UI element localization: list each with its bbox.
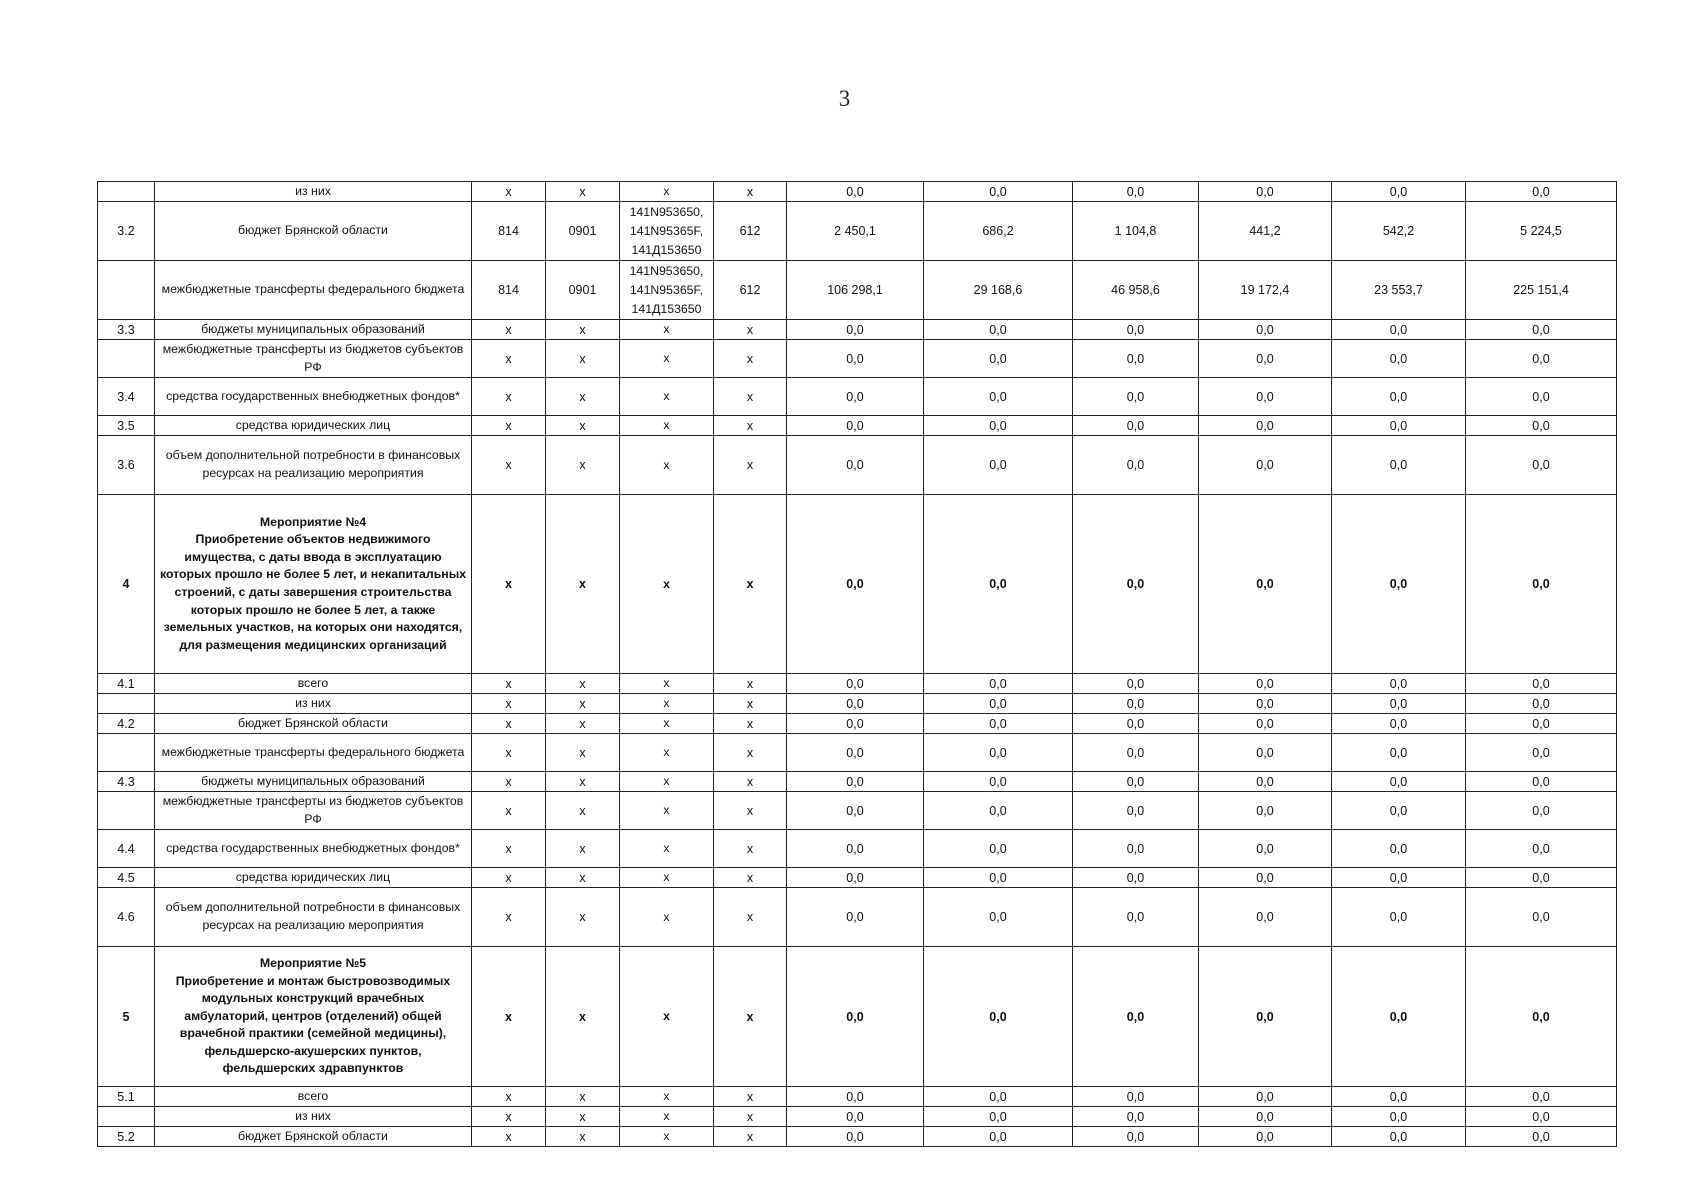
value-cell: 29 168,6 — [924, 261, 1073, 320]
row-name: средства государственных внебюджетных фондов* — [155, 378, 472, 416]
row-name: бюджет Брянской области — [155, 714, 472, 734]
value-cell: 0,0 — [787, 340, 924, 378]
table-row — [98, 792, 1617, 830]
expense-type-code: x — [714, 320, 787, 340]
target-code: x — [620, 1087, 714, 1107]
value-cell: 0,0 — [1073, 1087, 1199, 1107]
table-row — [98, 320, 1617, 340]
target-code: x — [620, 888, 714, 947]
value-cell: 0,0 — [1199, 495, 1332, 674]
target-code: x — [620, 734, 714, 772]
expense-type-code: x — [714, 772, 787, 792]
value-cell: 0,0 — [1466, 734, 1617, 772]
admin-code: x — [472, 182, 546, 202]
value-cell: 542,2 — [1332, 202, 1466, 261]
value-cell: 0,0 — [1073, 495, 1199, 674]
value-cell: 0,0 — [924, 416, 1073, 436]
value-cell: 0,0 — [1466, 378, 1617, 416]
expense-type-code: x — [714, 674, 787, 694]
row-number: 5.2 — [98, 1127, 155, 1147]
row-name: из них — [155, 1107, 472, 1127]
value-cell: 0,0 — [1466, 495, 1617, 674]
value-cell: 0,0 — [924, 694, 1073, 714]
expense-type-code: x — [714, 1107, 787, 1127]
admin-code: x — [472, 694, 546, 714]
section-code: x — [546, 416, 620, 436]
table-row — [98, 261, 1617, 320]
value-cell: 0,0 — [787, 416, 924, 436]
expense-type-code: 612 — [714, 261, 787, 320]
table-row — [98, 888, 1617, 947]
value-cell: 0,0 — [924, 182, 1073, 202]
value-cell: 0,0 — [1073, 436, 1199, 495]
target-code: x — [620, 694, 714, 714]
row-name: из них — [155, 182, 472, 202]
section-code: x — [546, 792, 620, 830]
row-name: объем дополнительной потребности в финансовых ресурсах на реализацию мероприятия — [155, 888, 472, 947]
value-cell: 0,0 — [1466, 1127, 1617, 1147]
row-name: из них — [155, 694, 472, 714]
target-code: x — [620, 947, 714, 1087]
target-code: x — [620, 495, 714, 674]
target-code: x — [620, 320, 714, 340]
row-name: средства юридических лиц — [155, 868, 472, 888]
value-cell: 0,0 — [1332, 495, 1466, 674]
value-cell: 0,0 — [1199, 340, 1332, 378]
value-cell: 0,0 — [1332, 182, 1466, 202]
value-cell: 0,0 — [1073, 694, 1199, 714]
row-number: 3.3 — [98, 320, 155, 340]
expense-type-code: x — [714, 1127, 787, 1147]
value-cell: 0,0 — [924, 1127, 1073, 1147]
row-name: бюджеты муниципальных образований — [155, 772, 472, 792]
expense-type-code: x — [714, 182, 787, 202]
table-row — [98, 674, 1617, 694]
expense-type-code: x — [714, 340, 787, 378]
value-cell: 0,0 — [1332, 674, 1466, 694]
value-cell: 0,0 — [1466, 772, 1617, 792]
value-cell: 0,0 — [924, 340, 1073, 378]
value-cell: 0,0 — [1332, 734, 1466, 772]
value-cell: 0,0 — [1332, 888, 1466, 947]
value-cell: 0,0 — [924, 830, 1073, 868]
value-cell: 0,0 — [1199, 734, 1332, 772]
value-cell: 0,0 — [1466, 674, 1617, 694]
target-code: x — [620, 436, 714, 495]
target-code: x — [620, 868, 714, 888]
value-cell: 0,0 — [924, 888, 1073, 947]
value-cell: 0,0 — [1199, 868, 1332, 888]
target-code: x — [620, 378, 714, 416]
row-number — [98, 694, 155, 714]
admin-code: 814 — [472, 261, 546, 320]
value-cell: 0,0 — [924, 1107, 1073, 1127]
row-number: 4.1 — [98, 674, 155, 694]
admin-code: x — [472, 830, 546, 868]
value-cell: 0,0 — [1466, 830, 1617, 868]
table-row — [98, 1087, 1617, 1107]
table-row — [98, 830, 1617, 868]
value-cell: 0,0 — [1073, 888, 1199, 947]
admin-code: x — [472, 947, 546, 1087]
expense-type-code: x — [714, 436, 787, 495]
expense-type-code: x — [714, 495, 787, 674]
section-code: x — [546, 436, 620, 495]
row-number: 4.3 — [98, 772, 155, 792]
value-cell: 0,0 — [1199, 792, 1332, 830]
value-cell: 0,0 — [1073, 772, 1199, 792]
section-code: x — [546, 1127, 620, 1147]
value-cell: 0,0 — [1332, 868, 1466, 888]
section-code: x — [546, 340, 620, 378]
value-cell: 0,0 — [1073, 416, 1199, 436]
value-cell: 0,0 — [924, 378, 1073, 416]
row-number — [98, 734, 155, 772]
value-cell: 0,0 — [1332, 320, 1466, 340]
value-cell: 0,0 — [924, 495, 1073, 674]
target-code: x — [620, 674, 714, 694]
value-cell: 0,0 — [787, 182, 924, 202]
value-cell: 0,0 — [787, 495, 924, 674]
section-code: x — [546, 868, 620, 888]
section-code: x — [546, 772, 620, 792]
target-code: x — [620, 340, 714, 378]
row-name: средства государственных внебюджетных фондов* — [155, 830, 472, 868]
admin-code: x — [472, 340, 546, 378]
value-cell: 0,0 — [787, 694, 924, 714]
row-number — [98, 1107, 155, 1127]
value-cell: 0,0 — [1073, 830, 1199, 868]
value-cell: 0,0 — [1073, 792, 1199, 830]
target-code: x — [620, 416, 714, 436]
section-code: x — [546, 674, 620, 694]
target-code: 141N953650, 141N95365F, 141Д153650 — [620, 202, 714, 261]
row-name: бюджет Брянской области — [155, 1127, 472, 1147]
value-cell: 19 172,4 — [1199, 261, 1332, 320]
expense-type-code: x — [714, 416, 787, 436]
value-cell: 0,0 — [1199, 436, 1332, 495]
value-cell: 0,0 — [1466, 182, 1617, 202]
value-cell: 0,0 — [1332, 772, 1466, 792]
value-cell: 0,0 — [924, 868, 1073, 888]
target-code: x — [620, 792, 714, 830]
admin-code: x — [472, 320, 546, 340]
value-cell: 0,0 — [787, 830, 924, 868]
value-cell: 0,0 — [924, 734, 1073, 772]
value-cell: 0,0 — [1073, 734, 1199, 772]
value-cell: 0,0 — [924, 772, 1073, 792]
section-code: x — [546, 378, 620, 416]
row-number: 4.5 — [98, 868, 155, 888]
value-cell: 0,0 — [1199, 378, 1332, 416]
value-cell: 0,0 — [1073, 868, 1199, 888]
section-code: x — [546, 734, 620, 772]
row-number: 3.2 — [98, 202, 155, 261]
value-cell: 0,0 — [787, 436, 924, 495]
expense-type-code: x — [714, 888, 787, 947]
value-cell: 0,0 — [1466, 1107, 1617, 1127]
value-cell: 0,0 — [1332, 436, 1466, 495]
expense-type-code: x — [714, 868, 787, 888]
table-row — [98, 1107, 1617, 1127]
value-cell: 0,0 — [1073, 674, 1199, 694]
section-code: x — [546, 888, 620, 947]
row-name: средства юридических лиц — [155, 416, 472, 436]
admin-code: 814 — [472, 202, 546, 261]
admin-code: x — [472, 734, 546, 772]
admin-code: x — [472, 436, 546, 495]
value-cell: 0,0 — [924, 792, 1073, 830]
expense-type-code: x — [714, 792, 787, 830]
section-code: 0901 — [546, 261, 620, 320]
value-cell: 0,0 — [1466, 947, 1617, 1087]
expense-type-code: x — [714, 947, 787, 1087]
value-cell: 0,0 — [787, 1127, 924, 1147]
value-cell: 0,0 — [1073, 182, 1199, 202]
row-name: межбюджетные трансферты из бюджетов субъектов РФ — [155, 792, 472, 830]
target-code: x — [620, 1107, 714, 1127]
budget-table — [97, 181, 1617, 1147]
expense-type-code: x — [714, 734, 787, 772]
row-number — [98, 792, 155, 830]
value-cell: 0,0 — [1199, 694, 1332, 714]
row-name: межбюджетные трансферты из бюджетов субъектов РФ — [155, 340, 472, 378]
row-name: бюджеты муниципальных образований — [155, 320, 472, 340]
expense-type-code: x — [714, 694, 787, 714]
value-cell: 0,0 — [1199, 674, 1332, 694]
value-cell: 0,0 — [1466, 694, 1617, 714]
row-name: всего — [155, 1087, 472, 1107]
value-cell: 441,2 — [1199, 202, 1332, 261]
value-cell: 0,0 — [924, 674, 1073, 694]
value-cell: 0,0 — [1199, 1087, 1332, 1107]
section-code: x — [546, 947, 620, 1087]
admin-code: x — [472, 888, 546, 947]
value-cell: 0,0 — [1466, 436, 1617, 495]
table-row — [98, 182, 1617, 202]
value-cell: 0,0 — [787, 868, 924, 888]
value-cell: 0,0 — [787, 792, 924, 830]
table-row — [98, 714, 1617, 734]
row-number: 5.1 — [98, 1087, 155, 1107]
admin-code: x — [472, 868, 546, 888]
row-number — [98, 340, 155, 378]
section-code: x — [546, 320, 620, 340]
admin-code: x — [472, 714, 546, 734]
table-row — [98, 202, 1617, 261]
value-cell: 0,0 — [1466, 714, 1617, 734]
table-row — [98, 772, 1617, 792]
admin-code: x — [472, 495, 546, 674]
value-cell: 0,0 — [787, 320, 924, 340]
row-number: 3.5 — [98, 416, 155, 436]
row-number: 3.6 — [98, 436, 155, 495]
value-cell: 0,0 — [1332, 694, 1466, 714]
row-number: 4.4 — [98, 830, 155, 868]
value-cell: 0,0 — [1073, 1127, 1199, 1147]
admin-code: x — [472, 792, 546, 830]
target-code: x — [620, 830, 714, 868]
value-cell: 0,0 — [1073, 947, 1199, 1087]
value-cell: 0,0 — [1073, 378, 1199, 416]
value-cell: 5 224,5 — [1466, 202, 1617, 261]
value-cell: 1 104,8 — [1073, 202, 1199, 261]
value-cell: 0,0 — [924, 947, 1073, 1087]
value-cell: 0,0 — [1199, 888, 1332, 947]
expense-type-code: 612 — [714, 202, 787, 261]
value-cell: 0,0 — [1073, 1107, 1199, 1127]
admin-code: x — [472, 416, 546, 436]
section-code: x — [546, 1087, 620, 1107]
value-cell: 0,0 — [1332, 1087, 1466, 1107]
row-number: 4.6 — [98, 888, 155, 947]
admin-code: x — [472, 378, 546, 416]
table-row — [98, 378, 1617, 416]
value-cell: 0,0 — [1466, 1087, 1617, 1107]
row-number: 4 — [98, 495, 155, 674]
value-cell: 0,0 — [1466, 320, 1617, 340]
row-number: 5 — [98, 947, 155, 1087]
row-name: всего — [155, 674, 472, 694]
value-cell: 0,0 — [1466, 888, 1617, 947]
section-code: x — [546, 830, 620, 868]
page-number: 3 — [838, 86, 851, 111]
value-cell: 0,0 — [1199, 1107, 1332, 1127]
table-body — [98, 182, 1617, 1147]
value-cell: 0,0 — [1199, 947, 1332, 1087]
table-row — [98, 436, 1617, 495]
value-cell: 0,0 — [1332, 378, 1466, 416]
expense-type-code: x — [714, 378, 787, 416]
value-cell: 0,0 — [787, 888, 924, 947]
value-cell: 0,0 — [787, 714, 924, 734]
table-row — [98, 416, 1617, 436]
target-code: x — [620, 772, 714, 792]
value-cell: 0,0 — [1332, 792, 1466, 830]
section-code: x — [546, 495, 620, 674]
value-cell: 0,0 — [1199, 714, 1332, 734]
target-code: x — [620, 714, 714, 734]
value-cell: 0,0 — [1466, 792, 1617, 830]
expense-type-code: x — [714, 714, 787, 734]
target-code: x — [620, 1127, 714, 1147]
section-code: 0901 — [546, 202, 620, 261]
section-code: x — [546, 1107, 620, 1127]
expense-type-code: x — [714, 830, 787, 868]
value-cell: 225 151,4 — [1466, 261, 1617, 320]
table-row — [98, 495, 1617, 674]
value-cell: 0,0 — [1466, 868, 1617, 888]
value-cell: 0,0 — [1332, 714, 1466, 734]
value-cell: 0,0 — [924, 320, 1073, 340]
admin-code: x — [472, 1087, 546, 1107]
value-cell: 0,0 — [1332, 340, 1466, 378]
admin-code: x — [472, 1107, 546, 1127]
value-cell: 0,0 — [787, 1087, 924, 1107]
value-cell: 0,0 — [924, 436, 1073, 495]
value-cell: 0,0 — [787, 378, 924, 416]
section-code: x — [546, 694, 620, 714]
row-name: Мероприятие №4 Приобретение объектов недвижимого имущества, с даты ввода в эксплуатацию которых прошло не более 5 лет, и некапитальных строений, с даты завершения строительства которых прошло не более 5 лет, а также земельных участков, на которых они находятся, для размещения медицинских организаций — [155, 495, 472, 674]
value-cell: 0,0 — [1332, 1127, 1466, 1147]
value-cell: 0,0 — [1199, 772, 1332, 792]
value-cell: 0,0 — [1073, 320, 1199, 340]
row-name: межбюджетные трансферты федерального бюджета — [155, 734, 472, 772]
table-row — [98, 947, 1617, 1087]
section-code: x — [546, 182, 620, 202]
table-row — [98, 868, 1617, 888]
value-cell: 0,0 — [1332, 1107, 1466, 1127]
value-cell: 0,0 — [1332, 947, 1466, 1087]
value-cell: 23 553,7 — [1332, 261, 1466, 320]
section-code: x — [546, 714, 620, 734]
value-cell: 0,0 — [1199, 182, 1332, 202]
value-cell: 0,0 — [787, 1107, 924, 1127]
target-code: x — [620, 182, 714, 202]
value-cell: 0,0 — [787, 772, 924, 792]
row-name: объем дополнительной потребности в финансовых ресурсах на реализацию мероприятия — [155, 436, 472, 495]
row-name: Мероприятие №5 Приобретение и монтаж быстровозводимых модульных конструкций врачебных амбулаторий, центров (отделений) общей врачебной практики (семейной медицины), фельдшерско-акушерских пунктов, фельдшерских здравпунктов — [155, 947, 472, 1087]
row-number: 4.2 — [98, 714, 155, 734]
admin-code: x — [472, 674, 546, 694]
value-cell: 46 958,6 — [1073, 261, 1199, 320]
value-cell: 0,0 — [1466, 416, 1617, 436]
table-row — [98, 340, 1617, 378]
row-number: 3.4 — [98, 378, 155, 416]
value-cell: 0,0 — [1199, 320, 1332, 340]
row-name: бюджет Брянской области — [155, 202, 472, 261]
row-number — [98, 261, 155, 320]
table-row — [98, 1127, 1617, 1147]
value-cell: 0,0 — [787, 734, 924, 772]
value-cell: 0,0 — [1073, 340, 1199, 378]
target-code: 141N953650, 141N95365F, 141Д153650 — [620, 261, 714, 320]
row-name: межбюджетные трансферты федерального бюджета — [155, 261, 472, 320]
value-cell: 0,0 — [924, 1087, 1073, 1107]
admin-code: x — [472, 1127, 546, 1147]
table-row — [98, 734, 1617, 772]
value-cell: 0,0 — [1199, 1127, 1332, 1147]
value-cell: 0,0 — [924, 714, 1073, 734]
table-row — [98, 694, 1617, 714]
value-cell: 0,0 — [1332, 416, 1466, 436]
value-cell: 686,2 — [924, 202, 1073, 261]
value-cell: 0,0 — [1466, 340, 1617, 378]
value-cell: 0,0 — [1199, 830, 1332, 868]
value-cell: 2 450,1 — [787, 202, 924, 261]
value-cell: 0,0 — [1073, 714, 1199, 734]
admin-code: x — [472, 772, 546, 792]
value-cell: 106 298,1 — [787, 261, 924, 320]
value-cell: 0,0 — [787, 947, 924, 1087]
row-number — [98, 182, 155, 202]
value-cell: 0,0 — [1332, 830, 1466, 868]
value-cell: 0,0 — [1199, 416, 1332, 436]
expense-type-code: x — [714, 1087, 787, 1107]
value-cell: 0,0 — [787, 674, 924, 694]
